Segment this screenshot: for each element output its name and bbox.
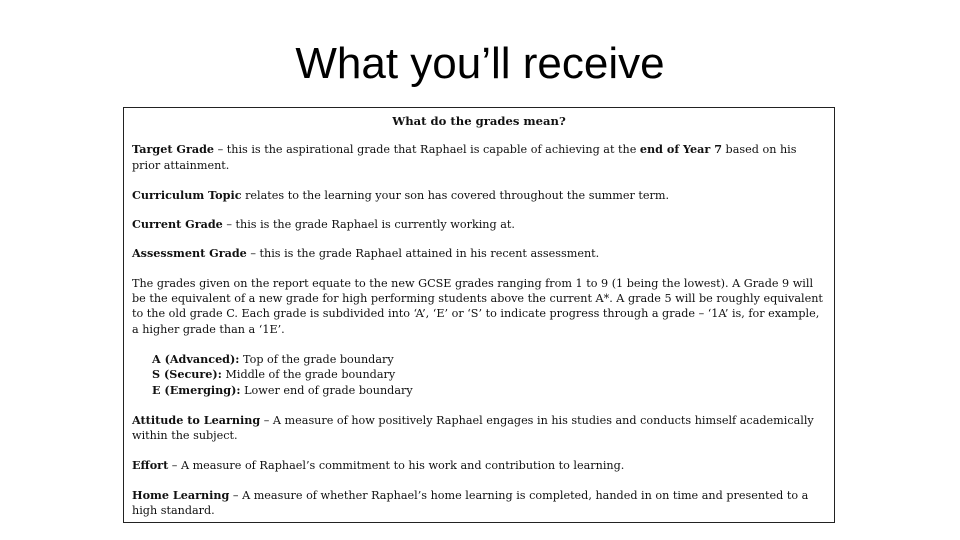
grade-subdivision-list [152,352,826,398]
curriculum-topic-paragraph [132,188,826,203]
grades-explanation-paragraph: The grades given on the report equate to the new GCSE grades ranging from 1 to 9 (1 being the lowest). A Grade 9 will be the equivalent of a new grade for high performing students above the current A*. A grade 5 will be roughly equivalent to the old grade C. Each grade is subdivided into ‘A’, ‘E’ or ‘S’ to indicate progress through a grade – ‘1A’ is, for example, a higher grade than a ‘1E’. [132,276,823,336]
target-grade-term: Target Grade [132,142,215,157]
grades-document [123,107,835,523]
assessment-grade-term: Assessment Grade [132,246,247,261]
subdivision-secure [152,367,826,382]
subdivision-term: S (Secure): [152,367,222,382]
curriculum-topic-text: relates to the learning your son has covered throughout the summer term. [241,188,670,202]
current-grade-paragraph [132,217,826,232]
slide-title: What you’ll receive [295,39,665,88]
subdivision-term: A (Advanced): [152,351,240,366]
home-learning-paragraph [132,488,826,519]
target-grade-text-2: based on his prior attainment. [132,143,797,172]
attitude-text: – A measure of how positively Raphael engages in his studies and conducts himself academically within the subject. [132,413,814,443]
target-grade-text-1: – this is the aspirational grade that Raphael is capable of achieving at the [214,143,640,157]
subdivision-text: Lower end of grade boundary [240,383,413,397]
curriculum-topic-term: Curriculum Topic [132,187,242,202]
subdivision-text: Middle of the grade boundary [221,368,396,382]
current-grade-text: – this is the grade Raphael is currently working at. [222,218,515,232]
target-grade-paragraph [132,142,826,173]
subdivision-term: E (Emerging): [152,382,241,397]
assessment-grade-text: – this is the grade Raphael attained in his recent assessment. [246,247,600,261]
target-grade-emphasis: end of Year 7 [639,142,722,157]
subdivision-text: Top of the grade boundary [239,352,394,366]
effort-text: – A measure of Raphael’s commitment to his work and contribution to learning. [168,459,625,473]
home-learning-term: Home Learning [132,487,230,502]
current-grade-term: Current Grade [132,217,223,232]
attitude-term: Attitude to Learning [132,412,261,427]
effort-term: Effort [132,458,169,473]
effort-paragraph [132,458,826,473]
subdivision-emerging [152,383,826,398]
home-learning-text: – A measure of whether Raphael’s home learning is completed, handed in on time and presented to a high standard. [132,488,809,518]
attitude-paragraph [132,413,826,444]
assessment-grade-paragraph [132,246,826,261]
subdivision-advanced [152,352,826,367]
document-heading: What do the grades mean? [392,114,566,128]
